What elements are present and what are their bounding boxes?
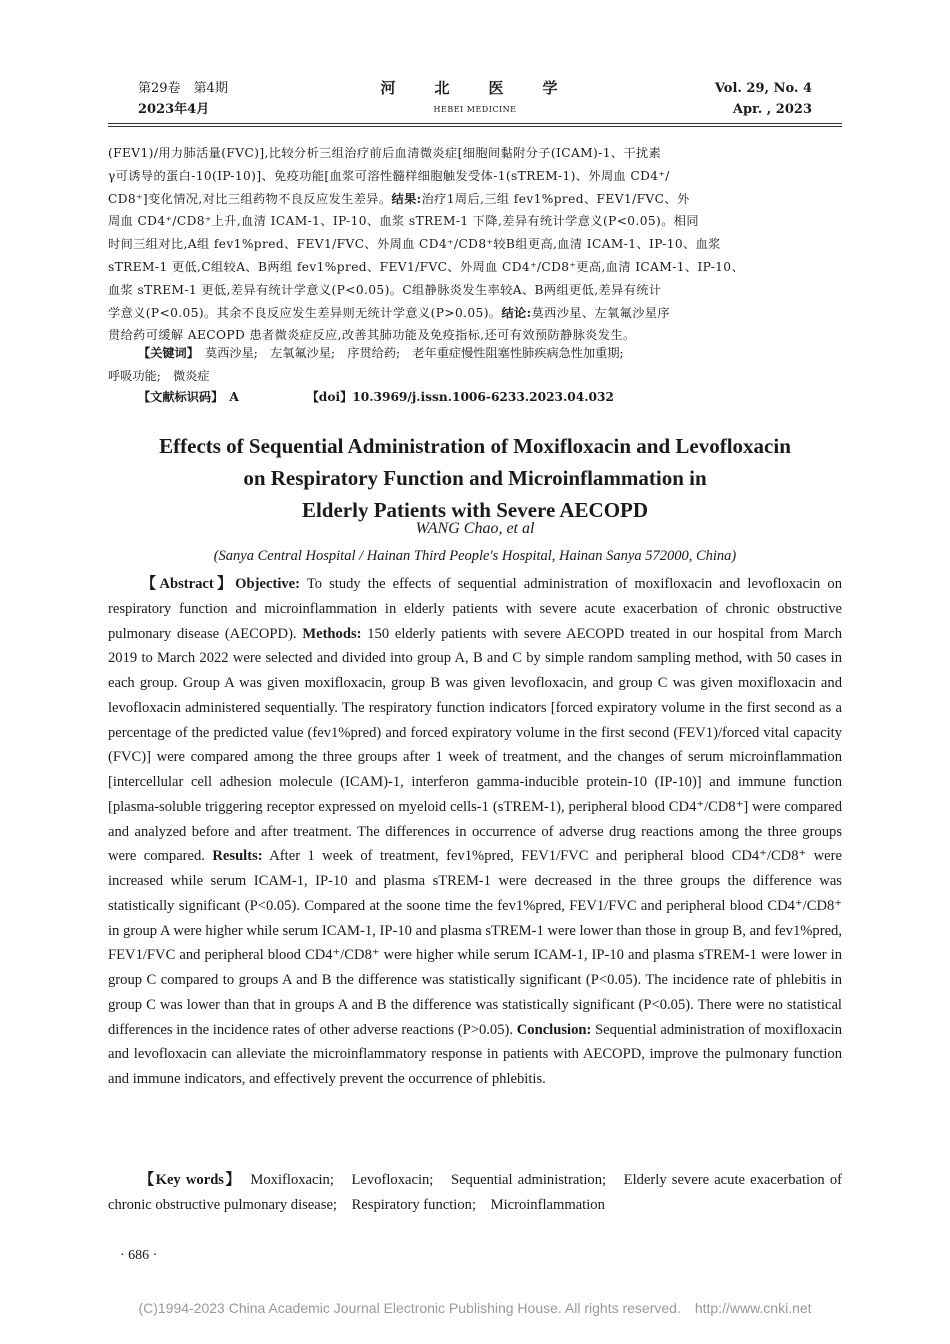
methods-text: 150 elderly patients with severe AECOPD treated in our hospital from March 2019 to March 2022 were selected and divided into group A, B and C by simple random sampling method, with 50 cases in each group. Group A was given moxifloxacin, group B was given levofloxacin, and group C was given moxifloxacin and levofloxacin administered sequentially. The respiratory function indicators [forced expiratory volume in the first second as a percentage of the predicted value (fev1%pred) and forced expiratory volume in the first second (FEV1)/forced vital capacity (FVC)] were compared among the three groups after 1 week of treatment, and the changes of serum microinflammation [intercellular cell adhesion molecule (ICAM)-1, interferon gamma-inducible protein-10 (IP-10)] and immune function [plasma-soluble triggering receptor expressed on myeloid cells-1 (sTREM-1), peripheral blood CD4⁺/CD8⁺] were compared and analyzed before and after treatment. The differences in occurrence of adverse drug reactions among the three groups were compared. bbox=[108, 625, 842, 865]
cn-keywords-cont: 呼吸功能; 微炎症 bbox=[108, 368, 210, 383]
conclusion-text: Sequential administration of moxifloxacin and levofloxacin can alleviate the microinflammatory response in patients with AECOPD, improve the pulmonary function and immune indicators, and effectively prevent the occurrence of phlebitis. bbox=[108, 1021, 843, 1087]
cn-results-label: 结果: bbox=[391, 191, 422, 206]
cn-line: sTREM-1 更低,C组较A、B两组 fev1%pred、FEV1/FVC、外周血 CD4⁺/CD8⁺更高,血清 ICAM-1、IP-10、 bbox=[108, 259, 745, 274]
date-cn: 2023年4月 bbox=[138, 102, 210, 117]
date-en: Apr. , 2023 bbox=[732, 102, 812, 117]
doc-code: A bbox=[229, 390, 239, 404]
page-number: · 686 · bbox=[120, 1248, 158, 1263]
cn-keywords bbox=[108, 342, 842, 388]
cn-line: γ可诱导的蛋白-10(IP-10)]、免疫功能[血浆可溶性髓样细胞触发受体-1(sTREM-1)、外周血 CD4⁺/ bbox=[108, 168, 670, 183]
cn-conclusion-label: 结论: bbox=[501, 305, 532, 320]
cn-line: CD8⁺]变化情况,对比三组药物不良反应发生差异。结果:治疗1周后,三组 fev1%pred、FEV1/FVC、外 bbox=[108, 191, 690, 206]
cn-line: (FEV1)/用力肺活量(FVC)],比较分析三组治疗前后血清微炎症[细胞间黏附分子(ICAM)-1、干扰素 bbox=[108, 146, 662, 160]
results-text: After 1 week of treatment, fev1%pred, FEV1/FVC and peripheral blood CD4⁺/CD8⁺ were increased while serum ICAM-1, IP-10 and plasma sTREM-1 were decreased in the three groups the difference was statistically significant (P<0.05). Compared at the soone time the fev1%pred, FEV1/FVC and peripheral blood CD4⁺/CD8⁺ in group A were higher while serum ICAM-1, IP-10 and plasma sTREM-1 were lower than those in group B, and fev1%pred, FEV1/FVC and peripheral blood CD4⁺/CD8⁺ were higher while serum ICAM-1, IP-10 and plasma sTREM-1 were lower in group C compared to groups A and B the difference was statistically significant (P<0.05). The incidence rate of phlebitis in group C was lower than that in groups A and B the difference was statistically significant (P<0.05). There were no statistical differences in the incidence rates of other adverse reactions (P>0.05). bbox=[108, 848, 842, 1038]
doi: 10.3969/j.issn.1006-6233.2023.04.032 bbox=[352, 390, 614, 404]
author: WANG Chao, et al bbox=[415, 520, 535, 537]
objective-text: To study the effects of sequential administration of moxifloxacin and levofloxacin on respiratory function and microinflammation in elderly patients with severe acute exacerbation of chronic obstructive pulmonary disease (AECOPD). bbox=[108, 576, 843, 642]
objective-label: Objective: bbox=[235, 576, 301, 592]
cn-abstract bbox=[108, 142, 842, 347]
volume-issue-en: Vol. 29, No. 4 bbox=[714, 81, 812, 96]
header-rule bbox=[108, 123, 842, 124]
cn-line: 贯给药可缓解 AECOPD 患者微炎症反应,改善其肺功能及免疫指标,还可有效预防静脉炎发生。 bbox=[108, 328, 636, 343]
cn-doc-info bbox=[108, 386, 842, 409]
volume-issue-cn: 第29卷 第4期 bbox=[138, 81, 228, 96]
doi-label: 【doi】 bbox=[306, 390, 353, 404]
cn-keywords-text: 莫西沙星; 左氧氟沙星; 序贯给药; 老年重症慢性阻塞性肺疾病急性加重期; bbox=[205, 346, 624, 360]
journal-title-en: HEBEI MEDICINE bbox=[433, 105, 517, 114]
cn-line: 学意义(P<0.05)。其余不良反应发生差异则无统计学意义(P>0.05)。结论:莫西沙星、左氧氟沙星序 bbox=[108, 305, 670, 320]
cn-line: 时间三组对比,A组 fev1%pred、FEV1/FVC、外周血 CD4⁺/CD8⁺较B组更高,血清 ICAM-1、IP-10、血浆 bbox=[108, 237, 721, 252]
abstract-label: 【Abstract】 bbox=[138, 576, 236, 592]
conclusion-label: Conclusion: bbox=[516, 1021, 592, 1038]
paper-title-en: Effects of Sequential Administration of Moxifloxacin and Levofloxacin on Respiratory Function and Microinflammation in Elderly Patients with Severe AECOPD bbox=[159, 434, 791, 522]
journal-title-cn: 河 北 医 学 bbox=[380, 79, 570, 97]
doc-code-label: 【文献标识码】 bbox=[138, 390, 218, 404]
cn-keywords-label: 【关键词】 bbox=[138, 346, 193, 360]
header-right bbox=[715, 78, 812, 120]
cn-line: 周血 CD4⁺/CD8⁺上升,血清 ICAM-1、IP-10、血浆 sTREM-1 下降,差异有统计学意义(P<0.05)。相同 bbox=[108, 214, 699, 229]
affiliation: (Sanya Central Hospital / Hainan Third People's Hospital, Hainan Sanya 572000, China) bbox=[213, 548, 737, 564]
abstract-en bbox=[108, 572, 842, 1092]
methods-label: Methods: bbox=[302, 625, 362, 642]
cn-line: 血浆 sTREM-1 更低,差异有统计学意义(P<0.05)。C组静脉炎发生率较A、B两组更低,差异有统计 bbox=[108, 282, 662, 297]
keywords-en bbox=[108, 1168, 842, 1218]
copyright-footer: (C)1994-2023 China Academic Journal Electronic Publishing House. All rights reserved. http://www.cnki.net bbox=[138, 1300, 812, 1316]
results-label: Results: bbox=[212, 848, 263, 865]
keywords-label: 【Key words】 bbox=[138, 1172, 235, 1188]
header-rule-2 bbox=[108, 126, 842, 127]
keywords-text: Moxifloxacin; Levofloxacin; Sequential administration; Elderly severe acute exacerbation of chronic obstructive pulmonary disease; Respiratory function; Microinflammation bbox=[108, 1172, 842, 1213]
